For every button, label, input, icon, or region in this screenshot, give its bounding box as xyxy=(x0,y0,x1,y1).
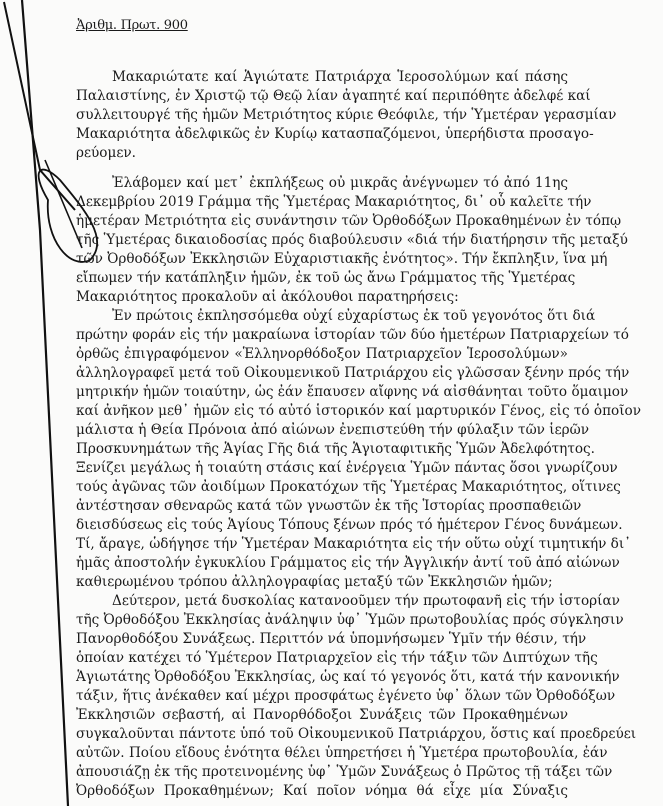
text-line: Τί, ἄραγε, ὡδήγησε τήν Ὑμετέραν Μακαριότητα εἰς τήν οὕτω οὐχί τιμητικήν δι᾽ xyxy=(76,536,631,552)
text-line: Μακαριότητος προκαλοῦν αἱ ἀκόλουθοι παρατηρήσεις: xyxy=(76,289,459,305)
text-line: συλλειτουργέ τῆς ἡμῶν Μετριότητος κύριε Θεόφιλε, τήν Ὑμετέραν γερασμίαν xyxy=(76,107,617,123)
text-line: Ἐλάβομεν καί μετ᾽ ἐκπλήξεως οὐ μικρᾶς ἀνέγνωμεν τό ἀπό 11ης xyxy=(112,175,568,191)
text-line: μάλιστα ἡ Θεία Πρόνοια ἀπό αἰώνων ἐνεπιστεύθη τήν φύλαξιν τῶν ἱερῶν xyxy=(76,422,589,438)
text-line: Ἁγιωτάτης Ὀρθοδόξου Ἐκκλησίας, ὡς καί τό γεγονός ὅτι, κατά τήν κανονικήν xyxy=(76,669,620,685)
text-line: ἡμᾶς ἀποστολήν ἐγκυκλίου Γράμματος εἰς τήν Ἀγγλικήν ἀντί τοῦ ἀπό αἰώνων xyxy=(76,555,620,571)
paragraph-greeting xyxy=(76,68,617,163)
text-line: μητρικήν ἡμῶν τοιαύτην, ὡς ἐάν ἔπαυσεν αἴφνης νά αἰσθάνηται τοῦτο ὅμαιμον xyxy=(76,384,629,400)
text-line: εἴπωμεν τήν κατάπληξιν ἡμῶν, ἐκ τοῦ ὡς ἄνω Γράμματος τῆς Ὑμετέρας xyxy=(76,270,576,286)
text-line: ἀντέστησαν σθεναρῶς κατά τῶν γνωστῶν ἐκ τῆς Ἱστορίας προσπαθειῶν xyxy=(76,498,582,514)
text-line: ὀρθῶς ἐπιγραφόμενον «Ἑλληνορθόδοξον Πατριαρχεῖον Ἱεροσολύμων» xyxy=(76,346,568,362)
text-line: Προσκυνημάτων τῆς Ἁγίας Γῆς διά τῆς Ἁγιοταφιτικῆς Ὑμῶν Ἀδελφότητος. xyxy=(76,441,595,457)
text-line: ὁποίαν κατέχει τό Ὑμέτερον Πατριαρχεῖον εἰς τήν τάξιν τῶν Διπτύχων τῆς xyxy=(76,650,598,666)
text-line: Πανορθοδόξου Συνάξεως. Περιττόν νά ὑπομνήσωμεν Ὑμῖν τήν θέσιν, τήν xyxy=(76,631,587,647)
text-line: πρώτην φοράν εἰς τήν μακραίωνα ἱστορίαν τῶν δύο ἡμετέρων Πατριαρχείων τό xyxy=(76,327,629,343)
paragraph-second-point xyxy=(76,592,637,801)
text-line: τῆς Ὑμετέρας δικαιοδοσίας πρός διαβούλευσιν «διά τήν διατήρησιν τῆς μεταξύ xyxy=(76,232,628,248)
text-line: Δεκεμβρίου 2019 Γράμμα τῆς Ὑμετέρας Μακαριότητος, δι᾽ οὗ καλεῖτε τήν xyxy=(76,194,592,210)
text-line: Ὀρθοδόξων Προκαθημένων; Καί ποῖον νόημα θά εἶχε μία Σύναξις xyxy=(76,783,568,799)
text-line: Παλαιστίνης, ἐν Χριστῷ τῷ Θεῷ λίαν ἀγαπητέ καί περιπόθητε ἀδελφέ καί xyxy=(76,88,591,104)
text-line: Ἐν πρώτοις ἐκπλησσόμεθα οὐχί εὐχαρίστως ἐκ τοῦ γεγονότος ὅτι διά xyxy=(112,308,596,324)
text-line: καί ἀνῆκον μεθ᾽ ἡμῶν εἰς τό αὐτό ἱστορικόν καί μαρτυρικόν Γένος, εἰς τό ὁποῖον xyxy=(76,403,642,419)
text-line: τάξιν, ἥτις ἀνέκαθεν καί μέχρι προσφάτως ἐγένετο ὑφ᾽ ὅλων τῶν Ὀρθοδόξων xyxy=(76,688,616,704)
text-line: συγκαλοῦνται πάντοτε ὑπό τοῦ Οἰκουμενικοῦ Πατριάρχου, ὅστις καί προεδρεύει xyxy=(76,726,637,742)
text-line: τῆς Ὀρθοδόξου Ἐκκλησίας ἀνάληψιν ὑφ᾽ Ὑμῶν πρωτοβουλίας πρός σύγκλησιν xyxy=(76,612,624,628)
text-line: αὐτῶν. Ποίου εἴδους ἑνότητα θέλει ὑπηρετήσει ἡ Ὑμετέρα πρωτοβουλία, ἐάν xyxy=(76,745,608,761)
text-line: τούς ἀγῶνας τῶν ἀοιδίμων Προκατόχων τῆς Ὑμετέρας Μακαριότητος, οἵτινες xyxy=(76,479,621,495)
text-line: Ἐκκλησιῶν σεβαστή, αἱ Πανορθόδοξοι Συνάξεις τῶν Προκαθημένων xyxy=(76,707,568,723)
text-line: Μακαριότητα ἀδελφικῶς ἐν Κυρίῳ κατασπαζόμενοι, ὑπερήδιστα προσαγο- xyxy=(76,126,594,142)
protocol-number: Ἀριθμ. Πρωτ. 900 xyxy=(76,18,188,33)
text-line: ἡμετέραν Μετριότητα εἰς συνάντησιν τῶν Ὀρθοδόξων Προκαθημένων ἐν τόπῳ xyxy=(76,213,622,229)
text-line: Δεύτερον, μετά δυσκολίας κατανοοῦμεν τήν πρωτοφανῆ εἰς τήν ἱστορίαν xyxy=(112,593,620,609)
text-line: Μακαριώτατε καί Ἁγιώτατε Πατριάρχα Ἱεροσολύμων καί πάσης xyxy=(112,69,568,85)
text-line: τῶν Ὀρθοδόξων Ἐκκλησιῶν Εὐχαριστιακῆς ἑνότητος». Τήν ἔκπληξιν, ἵνα μή xyxy=(76,251,608,267)
text-line: διεισδύσεως εἰς τούς Ἁγίους Τόπους ξένων πρός τό ἡμέτερον Γένος δυνάμεων. xyxy=(76,517,623,533)
paragraph-first-point xyxy=(76,307,642,592)
text-line: Ξενίζει μεγάλως ἡ τοιαύτη στάσις καί ἐνέργεια Ὑμῶν πάντας ὅσοι γνωρίζουν xyxy=(76,460,618,476)
text-line: καθιερωμένου τρόπου ἀλληλογραφίας μεταξύ τῶν Ἐκκλησιῶν ἡμῶν; xyxy=(76,574,553,590)
text-line: ρεύομεν. xyxy=(76,145,136,161)
paragraph-introduction xyxy=(76,174,628,307)
text-line: ἀπουσιάζῃ ἐκ τῆς προτεινομένης ὑφ᾽ Ὑμῶν Συνάξεως ὁ Πρῶτος τῇ τάξει τῶν xyxy=(76,764,613,780)
text-line: ἀλληλογραφεῖ μετά τοῦ Οἰκουμενικοῦ Πατριάρχου εἰς γλῶσσαν ξένην πρός τήν xyxy=(76,365,630,381)
